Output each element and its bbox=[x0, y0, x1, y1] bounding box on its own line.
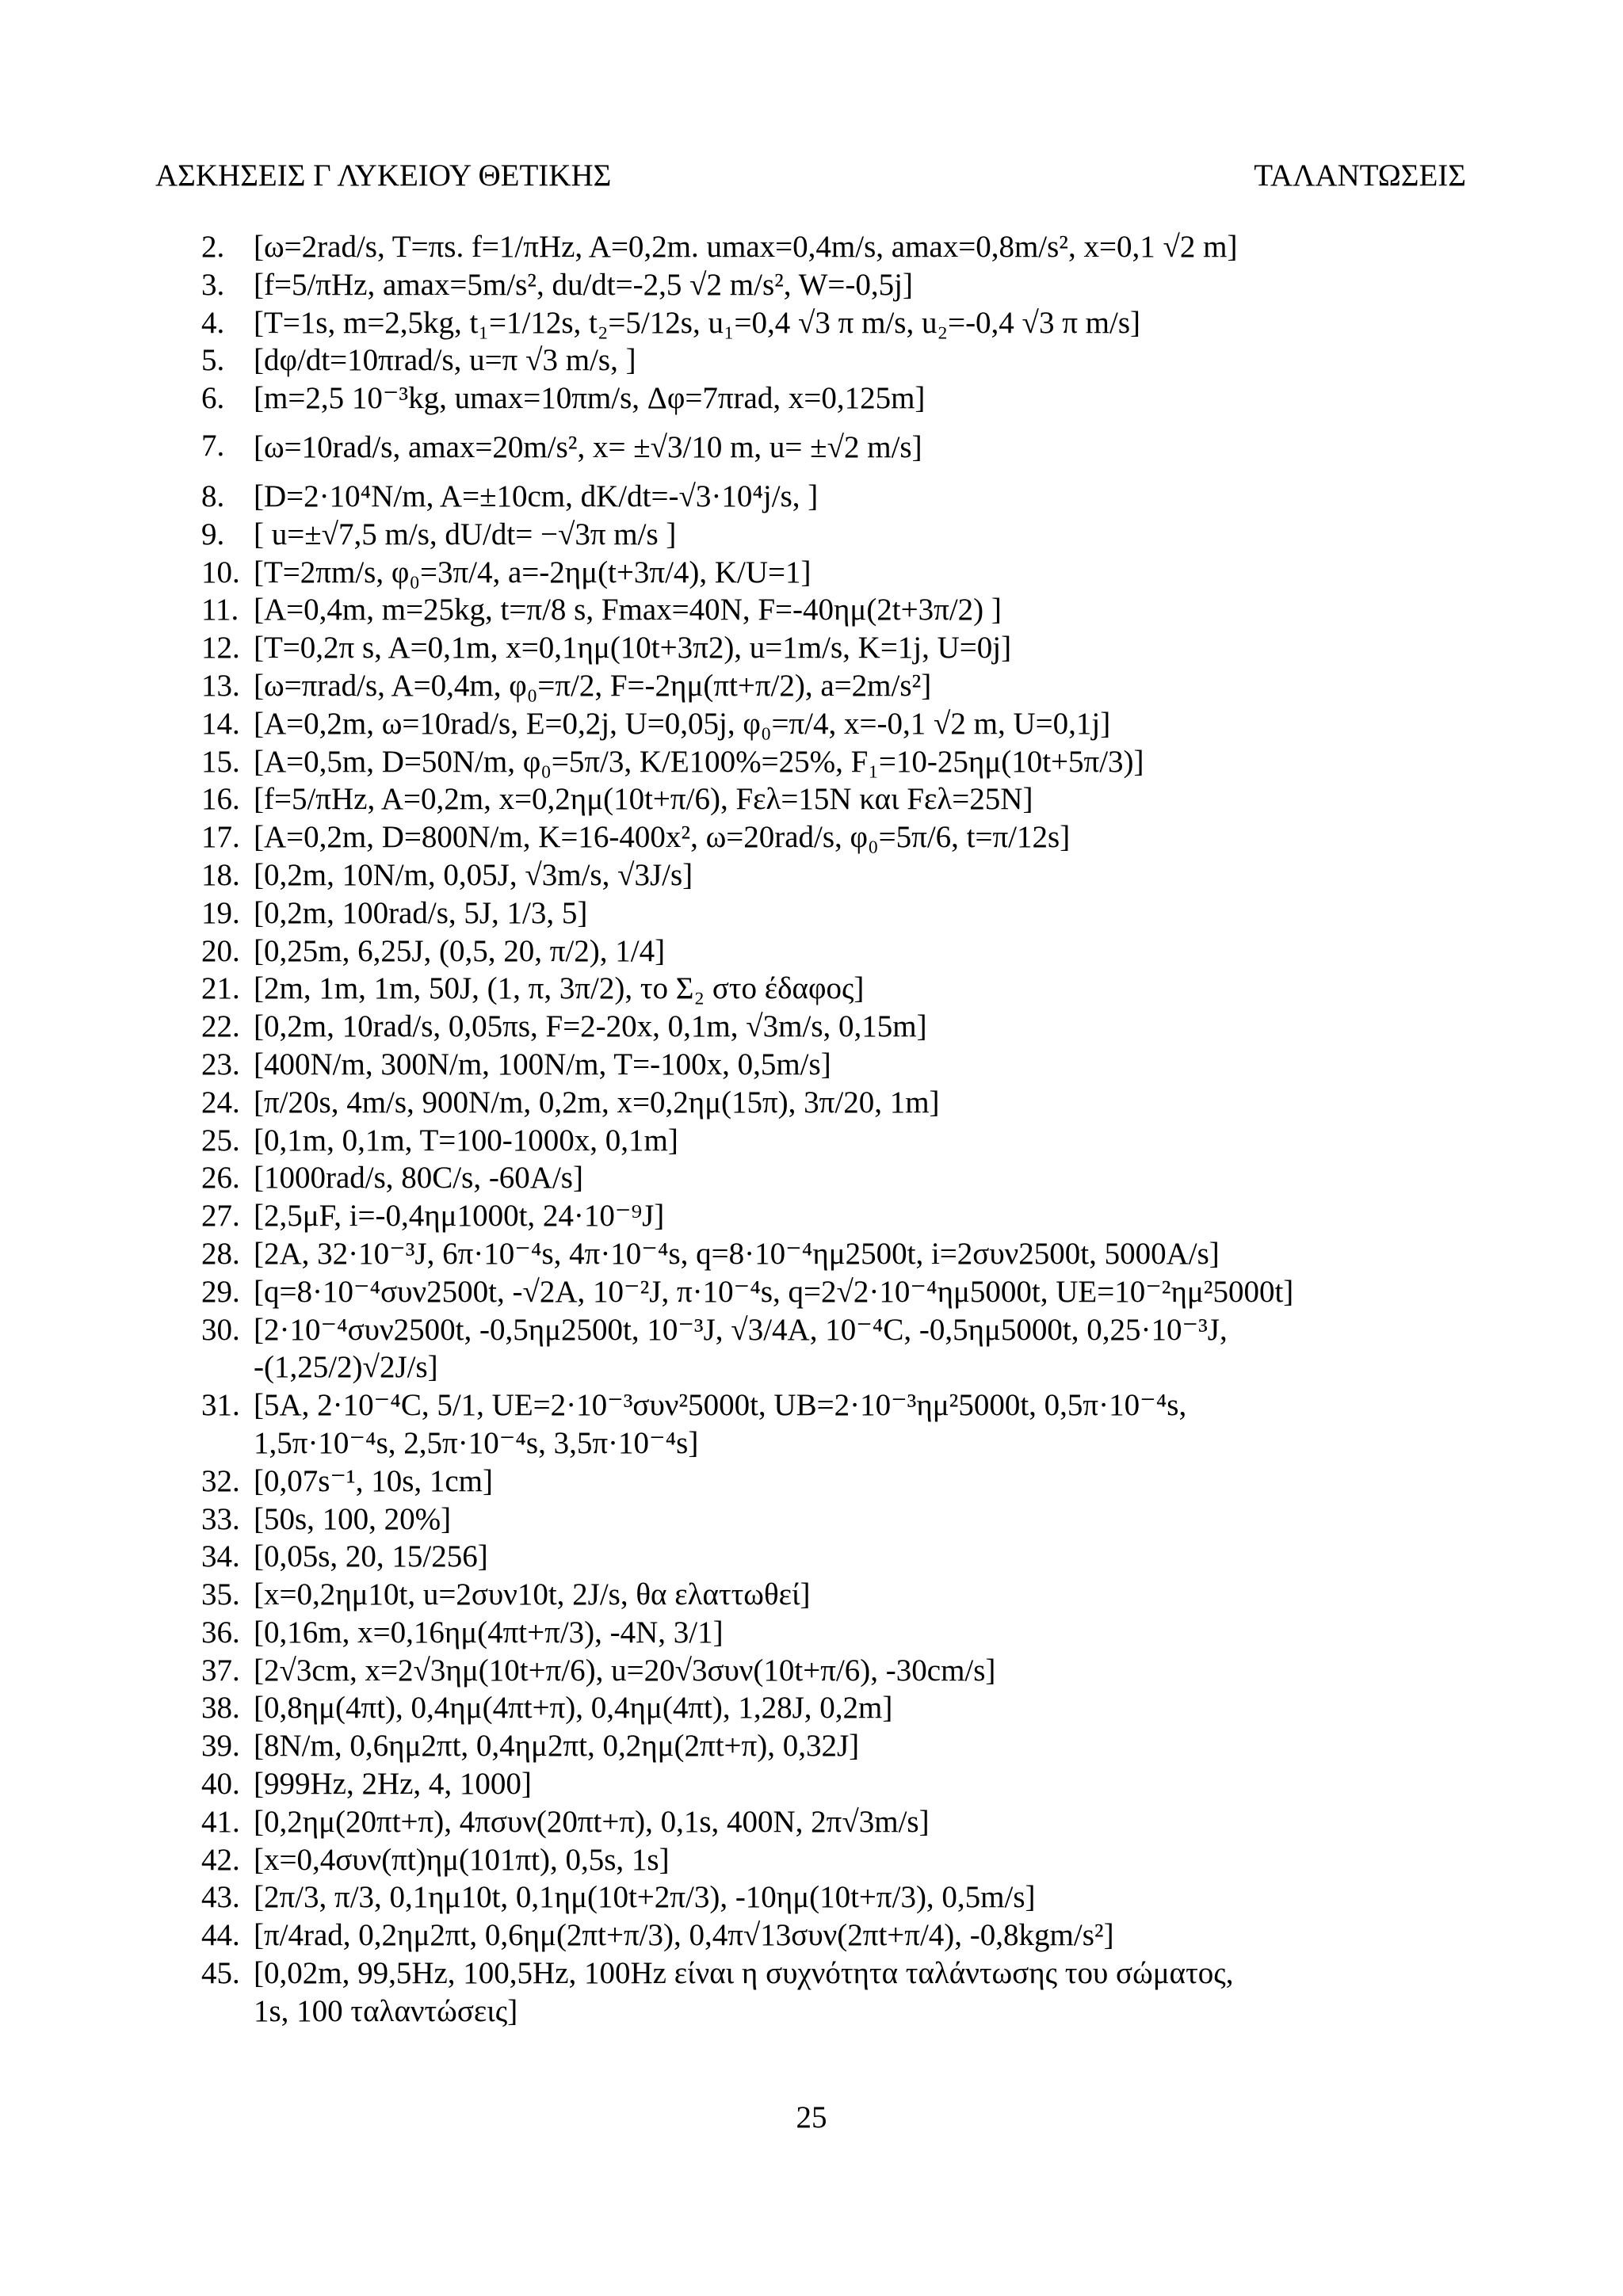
answer-item bbox=[201, 1917, 1501, 1955]
answer-item bbox=[201, 743, 1501, 781]
answer-text: [A=0,2m, D=800N/m, K=16-400x², ω=20rad/s, φ₀=5π/6, t=π/12s] bbox=[254, 820, 1071, 855]
answer-number: 16. bbox=[201, 782, 240, 817]
answer-item bbox=[201, 705, 1501, 743]
answer-item bbox=[201, 1727, 1501, 1765]
answer-number: 2. bbox=[201, 230, 225, 264]
page-header bbox=[155, 152, 1466, 200]
answer-number: 39. bbox=[201, 1729, 240, 1764]
answer-text: [0,16m, x=0,16ημ(4πt+π/3), -4N, 3/1] bbox=[254, 1615, 724, 1650]
answer-number: 44. bbox=[201, 1918, 240, 1953]
answer-item bbox=[201, 1122, 1501, 1160]
answer-item bbox=[201, 1689, 1501, 1727]
answer-text: [2A, 32·10⁻³J, 6π·10⁻⁴s, 4π·10⁻⁴s, q=8·10⁻⁴ημ2500t, i=2συν2500t, 5000A/s] bbox=[254, 1236, 1220, 1271]
answer-text: [999Hz, 2Hz, 4, 1000] bbox=[254, 1767, 532, 1802]
answer-item bbox=[201, 818, 1501, 856]
answer-text: [1000rad/s, 80C/s, -60A/s] bbox=[254, 1161, 583, 1196]
answer-number: 45. bbox=[201, 1956, 240, 1991]
answer-text: [0,07s⁻¹, 10s, 1cm] bbox=[254, 1463, 494, 1498]
answer-number: 4. bbox=[201, 305, 225, 340]
answer-text: [0,05s, 20, 15/256] bbox=[254, 1539, 488, 1574]
answers-list bbox=[201, 228, 1501, 2031]
answer-number: 32. bbox=[201, 1463, 240, 1498]
answer-number: 11. bbox=[201, 593, 239, 627]
answer-text: [5A, 2·10⁻⁴C, 5/1, UE=2·10⁻³συν²5000t, UB=2·10⁻³ημ²5000t, 0,5π·10⁻⁴s, bbox=[254, 1388, 1187, 1423]
answer-item bbox=[201, 1159, 1501, 1197]
answer-number: 7. bbox=[201, 428, 225, 463]
header-title-left: ΑΣΚΗΣΕΙΣ Γ ΛΥΚΕΙΟΥ ΘΕΤΙΚΗΣ bbox=[155, 158, 612, 193]
answer-item bbox=[201, 780, 1501, 818]
answer-number: 33. bbox=[201, 1501, 240, 1536]
answer-number: 37. bbox=[201, 1653, 240, 1688]
answer-number: 23. bbox=[201, 1047, 240, 1081]
answer-text-continuation: -(1,25/2)√2J/s] bbox=[254, 1350, 438, 1385]
answer-item bbox=[201, 516, 1501, 554]
answer-number: 34. bbox=[201, 1539, 240, 1574]
answer-text: [ u=±√7,5 m/s, dU/dt= −√3π m/s ] bbox=[254, 517, 677, 551]
answer-number: 9. bbox=[201, 517, 225, 551]
answer-text: [0,1m, 0,1m, T=100-1000x, 0,1m] bbox=[254, 1123, 678, 1158]
answer-text: [q=8·10⁻⁴συν2500t, -√2A, 10⁻²J, π·10⁻⁴s, q=2√2·10⁻⁴ημ5000t, UE=10⁻²ημ²5000t] bbox=[254, 1274, 1294, 1309]
answer-text: [2m, 1m, 1m, 50J, (1, π, 3π/2), το Σ₂ στο έδαφος] bbox=[254, 971, 865, 1006]
page-number: 25 bbox=[796, 2100, 827, 2134]
answer-text: [8N/m, 0,6ημ2πt, 0,4ημ2πt, 0,2ημ(2πt+π), 0,32J] bbox=[254, 1729, 860, 1764]
answer-text: [dφ/dt=10πrad/s, u=π √3 m/s, ] bbox=[254, 343, 636, 378]
answer-text: [0,2m, 100rad/s, 5J, 1/3, 5] bbox=[254, 895, 588, 930]
answer-text: [f=5/πHz, amax=5m/s², du/dt=-2,5 √2 m/s², W=-0,5j] bbox=[254, 267, 913, 302]
answer-text: [T=1s, m=2,5kg, t₁=1/12s, t₂=5/12s, u₁=0,4 √3 π m/s, u₂=-0,4 √3 π m/s] bbox=[254, 305, 1140, 340]
answer-item bbox=[201, 1273, 1501, 1311]
answer-item bbox=[201, 1311, 1501, 1387]
answer-text: [f=5/πHz, A=0,2m, x=0,2ημ(10t+π/6), Fελ=15N και Fελ=25N] bbox=[254, 782, 1033, 817]
answer-text: [2√3cm, x=2√3ημ(10t+π/6), u=20√3συν(10t+π/6), -30cm/s] bbox=[254, 1653, 996, 1688]
answer-item bbox=[201, 1878, 1501, 1917]
answer-text: [50s, 100, 20%] bbox=[254, 1501, 452, 1536]
answer-item bbox=[201, 554, 1501, 592]
answer-item bbox=[201, 1765, 1501, 1803]
answer-number: 24. bbox=[201, 1085, 240, 1119]
answer-item bbox=[201, 933, 1501, 971]
answer-text: [2π/3, π/3, 0,1ημ10t, 0,1ημ(10t+2π/3), -10ημ(10t+π/3), 0,5m/s] bbox=[254, 1880, 1036, 1915]
answer-number: 3. bbox=[201, 267, 225, 302]
answer-item bbox=[201, 1197, 1501, 1235]
answer-text: [0,2m, 10N/m, 0,05J, √3m/s, √3J/s] bbox=[254, 857, 693, 892]
answer-number: 17. bbox=[201, 820, 240, 855]
answer-item bbox=[201, 856, 1501, 894]
answer-number: 25. bbox=[201, 1123, 240, 1158]
answer-item bbox=[201, 1652, 1501, 1690]
answer-text: [0,2m, 10rad/s, 0,05πs, F=2-20x, 0,1m, √3m/s, 0,15m] bbox=[254, 1009, 927, 1044]
answer-number: 38. bbox=[201, 1691, 240, 1726]
answer-number: 18. bbox=[201, 857, 240, 892]
answer-text: [D=2·10⁴N/m, A=±10cm, dK/dt=-√3·10⁴j/s, ] bbox=[254, 479, 819, 513]
answer-number: 8. bbox=[201, 479, 225, 513]
answer-number: 13. bbox=[201, 668, 240, 703]
answer-item bbox=[201, 1576, 1501, 1614]
answer-number: 14. bbox=[201, 706, 240, 741]
answer-number: 19. bbox=[201, 895, 240, 930]
answer-text: [π/4rad, 0,2ημ2πt, 0,6ημ(2πt+π/3), 0,4π√13συν(2πt+π/4), -0,8kgm/s²] bbox=[254, 1918, 1114, 1953]
answer-item bbox=[201, 478, 1501, 516]
answer-text: [2,5μF, i=-0,4ημ1000t, 24·10⁻⁹J] bbox=[254, 1199, 665, 1234]
answer-number: 29. bbox=[201, 1274, 240, 1309]
answer-number: 21. bbox=[201, 971, 240, 1006]
answer-item bbox=[201, 1841, 1501, 1879]
answer-number: 5. bbox=[201, 343, 225, 378]
answer-number: 6. bbox=[201, 381, 225, 416]
answer-text: [A=0,2m, ω=10rad/s, E=0,2j, U=0,05j, φ₀=π/4, x=-0,1 √2 m, U=0,1j] bbox=[254, 706, 1111, 741]
answer-item bbox=[201, 1501, 1501, 1539]
answer-text: [A=0,4m, m=25kg, t=π/8 s, Fmax=40N, F=-40ημ(2t+3π/2) ] bbox=[254, 593, 1002, 627]
answer-number: 26. bbox=[201, 1161, 240, 1196]
answer-number: 36. bbox=[201, 1615, 240, 1650]
answer-text: [x=0,4συν(πt)ημ(101πt), 0,5s, 1s] bbox=[254, 1842, 670, 1877]
answer-number: 35. bbox=[201, 1577, 240, 1612]
answer-item bbox=[201, 970, 1501, 1008]
answer-text: [0,8ημ(4πt), 0,4ημ(4πt+π), 0,4ημ(4πt), 1,28J, 0,2m] bbox=[254, 1691, 893, 1726]
answer-item bbox=[201, 1084, 1501, 1122]
answer-item bbox=[201, 1955, 1501, 2031]
answer-text: [m=2,5 10⁻³kg, umax=10πm/s, Δφ=7πrad, x=0,125m] bbox=[254, 381, 926, 416]
answer-number: 20. bbox=[201, 933, 240, 968]
answer-text: [400N/m, 300N/m, 100N/m, T=-100x, 0,5m/s] bbox=[254, 1047, 831, 1081]
answer-text: [0,25m, 6,25J, (0,5, 20, π/2), 1/4] bbox=[254, 933, 666, 968]
answer-item bbox=[201, 629, 1501, 667]
answer-number: 30. bbox=[201, 1312, 240, 1347]
answer-item bbox=[201, 379, 1501, 418]
answer-text: [0,2ημ(20πt+π), 4πσυν(20πt+π), 0,1s, 400N, 2π√3m/s] bbox=[254, 1804, 930, 1839]
answer-item bbox=[201, 1235, 1501, 1273]
answer-number: 31. bbox=[201, 1388, 240, 1423]
answer-number: 22. bbox=[201, 1009, 240, 1044]
answer-item bbox=[201, 1386, 1501, 1463]
answer-item bbox=[201, 266, 1501, 304]
answer-number: 41. bbox=[201, 1804, 240, 1839]
answer-item bbox=[201, 1614, 1501, 1652]
answer-item bbox=[201, 304, 1501, 342]
answer-text: [π/20s, 4m/s, 900N/m, 0,2m, x=0,2ημ(15π), 3π/20, 1m] bbox=[254, 1085, 940, 1119]
answer-item bbox=[201, 1008, 1501, 1046]
answer-number: 15. bbox=[201, 744, 240, 779]
answer-item bbox=[201, 1538, 1501, 1576]
answer-item bbox=[201, 591, 1501, 629]
answer-item bbox=[201, 228, 1501, 266]
answer-text: [2·10⁻⁴συν2500t, -0,5ημ2500t, 10⁻³J, √3/4A, 10⁻⁴C, -0,5ημ5000t, 0,25·10⁻³J, bbox=[254, 1312, 1228, 1347]
answer-text-continuation: 1s, 100 ταλαντώσεις] bbox=[254, 1993, 518, 2028]
answer-item bbox=[201, 894, 1501, 933]
answer-text: [T=2πm/s, φ₀=3π/4, a=-2ημ(t+3π/4), K/U=1] bbox=[254, 555, 812, 589]
answer-item bbox=[201, 341, 1501, 379]
answer-text: [ω=πrad/s, A=0,4m, φ₀=π/2, F=-2ημ(πt+π/2), a=2m/s²] bbox=[254, 668, 932, 703]
answer-text: [ω=2rad/s, T=πs. f=1/πHz, A=0,2m. umax=0,4m/s, amax=0,8m/s², x=0,1 √2 m] bbox=[254, 230, 1238, 264]
answer-number: 27. bbox=[201, 1199, 240, 1234]
answer-number: 42. bbox=[201, 1842, 240, 1877]
answer-text: [A=0,5m, D=50N/m, φ₀=5π/3, K/E100%=25%, F₁=10-25ημ(10t+5π/3)] bbox=[254, 744, 1144, 779]
header-title-right: ΤΑΛΑΝΤΩΣΕΙΣ bbox=[1254, 158, 1466, 193]
answer-number: 12. bbox=[201, 631, 240, 666]
answer-number: 40. bbox=[201, 1767, 240, 1802]
answer-text: [0,02m, 99,5Hz, 100,5Hz, 100Hz είναι η συχνότητα ταλάντωσης του σώματος, bbox=[254, 1956, 1234, 1991]
answer-number: 10. bbox=[201, 555, 240, 589]
answer-text: [x=0,2ημ10t, u=2συν10t, 2J/s, θα ελαττωθεί] bbox=[254, 1577, 811, 1612]
answer-item bbox=[201, 667, 1501, 705]
answer-number: 43. bbox=[201, 1880, 240, 1915]
answer-item bbox=[201, 1046, 1501, 1084]
answer-text-continuation: 1,5π·10⁻⁴s, 2,5π·10⁻⁴s, 3,5π·10⁻⁴s] bbox=[254, 1425, 699, 1460]
answer-item bbox=[201, 1803, 1501, 1841]
answer-text: [T=0,2π s, A=0,1m, x=0,1ημ(10t+3π2), u=1m/s, K=1j, U=0j] bbox=[254, 631, 1012, 666]
answer-item bbox=[201, 418, 1501, 478]
answer-number: 28. bbox=[201, 1236, 240, 1271]
answer-text: [ω=10rad/s, amax=20m/s², x= ±√3/10 m, u= ±√2 m/s] bbox=[254, 429, 922, 464]
answer-item bbox=[201, 1463, 1501, 1501]
